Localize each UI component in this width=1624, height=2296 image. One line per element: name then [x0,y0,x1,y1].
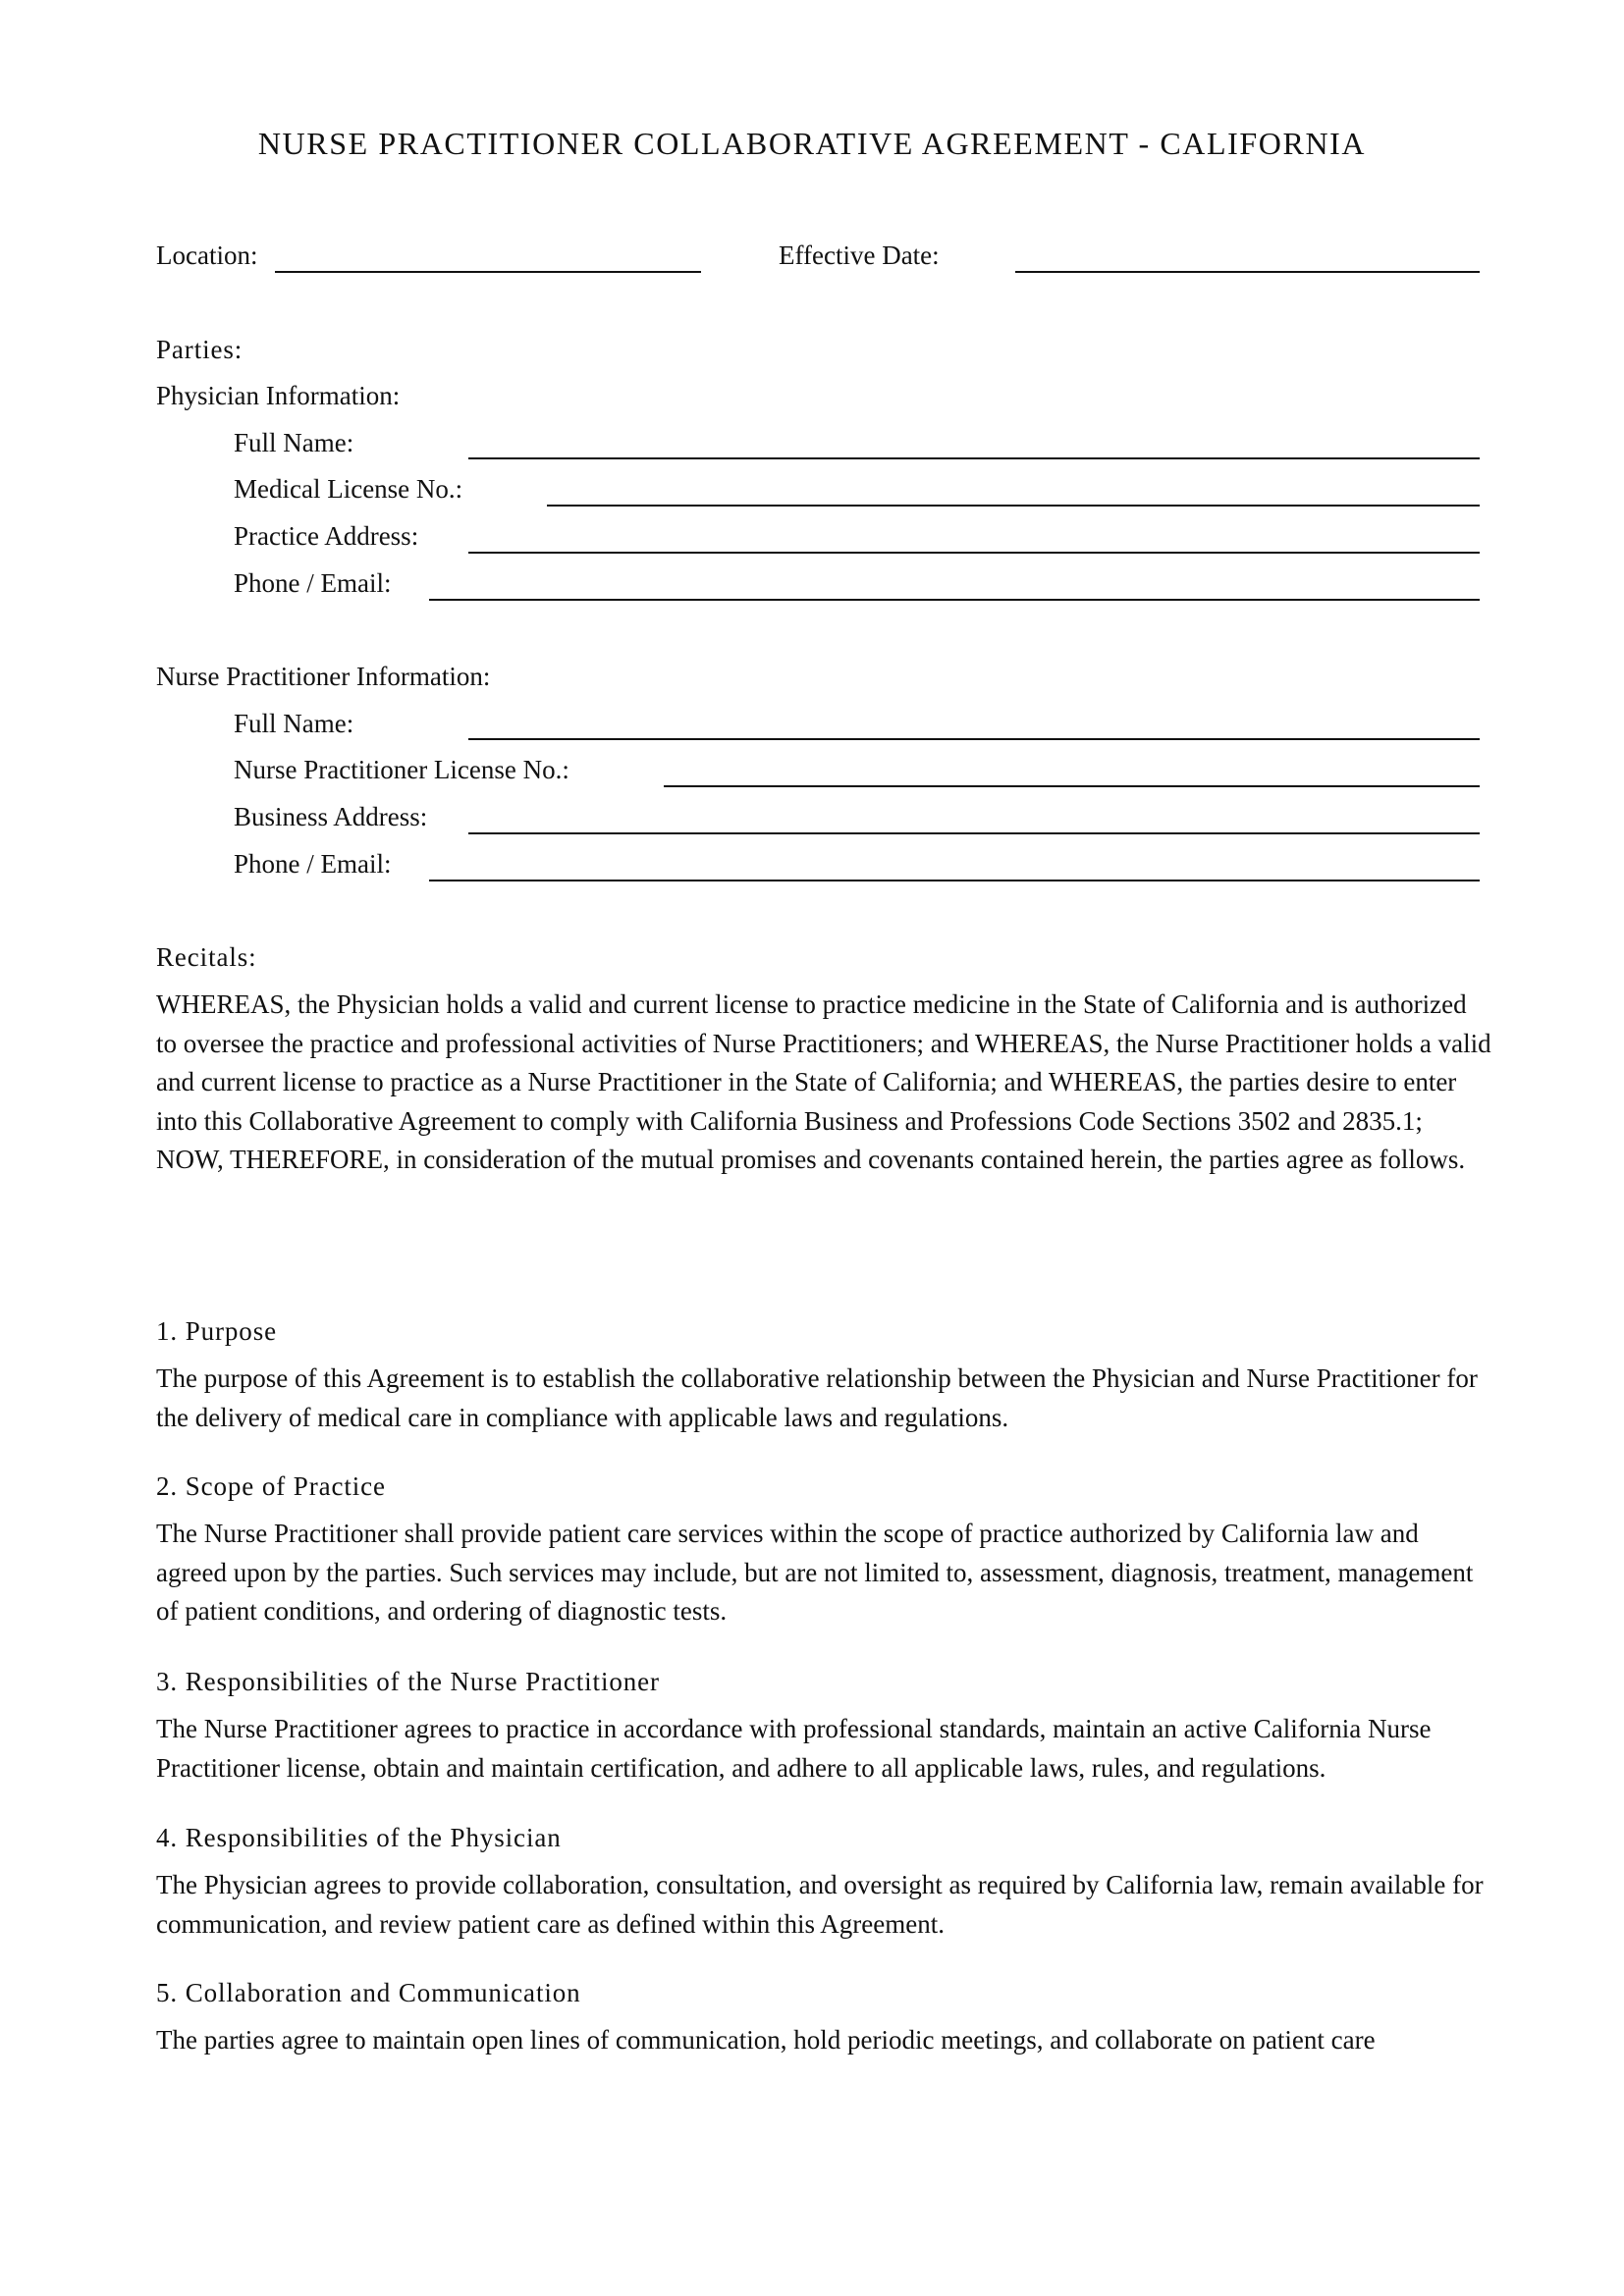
section-physician-responsibilities-text: The Physician agrees to provide collaboration, consultation, and oversight as required by California law, remain available for communication, and review patient care as defined within this Agreement. [156,1870,1484,1939]
location-field[interactable] [275,271,701,273]
physician-info-heading: Physician Information: [156,381,401,410]
section-collaboration-heading: 5. Collaboration and Communication [156,1978,581,2007]
physician-address-label: Practice Address: [234,521,419,551]
physician-license-field[interactable] [547,505,1480,507]
np-full-name-label: Full Name: [234,709,354,738]
recitals-heading: Recitals: [156,942,257,972]
physician-license-label: Medical License No.: [234,474,463,504]
recitals-text: WHEREAS, the Physician holds a valid and current license to practice medicine in the State of California and is authorized to oversee the practice and professional activities of Nurse Practitioners; and WHEREAS, the Nurse Practitioner holds a valid and current license to practice as a Nurse Practitioner in the State of California; and WHEREAS, the parties desire to enter into this Collaborative Agreement to comply with California Business and Professions Code Sections 3502 and 2835.1; NOW, THEREFORE, in consideration of the mutual promises and covenants contained herein, the parties agree as follows. [156,989,1491,1174]
physician-contact-label: Phone / Email: [234,568,392,598]
physician-full-name-field[interactable] [468,457,1480,459]
np-contact-field[interactable] [429,880,1480,881]
physician-contact-field[interactable] [429,599,1480,601]
effective-date-field[interactable] [1015,271,1480,273]
np-full-name-field[interactable] [468,738,1480,740]
section-np-responsibilities-heading: 3. Responsibilities of the Nurse Practitioner [156,1667,660,1696]
parties-heading: Parties: [156,335,244,364]
np-address-field[interactable] [468,832,1480,834]
section-purpose-heading: 1. Purpose [156,1316,277,1346]
np-info-heading: Nurse Practitioner Information: [156,662,491,691]
np-license-label: Nurse Practitioner License No.: [234,755,569,784]
physician-full-name-label: Full Name: [234,428,354,457]
section-scope-heading: 2. Scope of Practice [156,1471,386,1501]
section-scope-text: The Nurse Practitioner shall provide patient care services within the scope of practice authorized by California law and agreed upon by the parties. Such services may include, but are not limited to, assessment, diagnosis, treatment, management of patient conditions, and ordering of diagnostic tests. [156,1519,1474,1626]
document-title: NURSE PRACTITIONER COLLABORATIVE AGREEMENT - CALIFORNIA [257,126,1367,161]
section-collaboration-text: The parties agree to maintain open lines of communication, hold periodic meetings, and collaborate on patient care [156,2025,1376,2055]
np-address-label: Business Address: [234,802,428,831]
np-contact-label: Phone / Email: [234,849,392,879]
section-purpose-text: The purpose of this Agreement is to establish the collaborative relationship between the Physician and Nurse Practitioner for the delivery of medical care in compliance with applicable laws and regulations. [156,1363,1478,1432]
location-label: Location: [156,240,258,270]
physician-address-field[interactable] [468,552,1480,554]
section-physician-responsibilities-heading: 4. Responsibilities of the Physician [156,1823,562,1852]
np-license-field[interactable] [664,785,1480,787]
section-np-responsibilities-text: The Nurse Practitioner agrees to practice in accordance with professional standards, maintain an active California Nurse Practitioner license, obtain and maintain certification, and adhere to all applicable laws, rules, and regulations. [156,1714,1432,1783]
effective-date-label: Effective Date: [779,240,940,270]
